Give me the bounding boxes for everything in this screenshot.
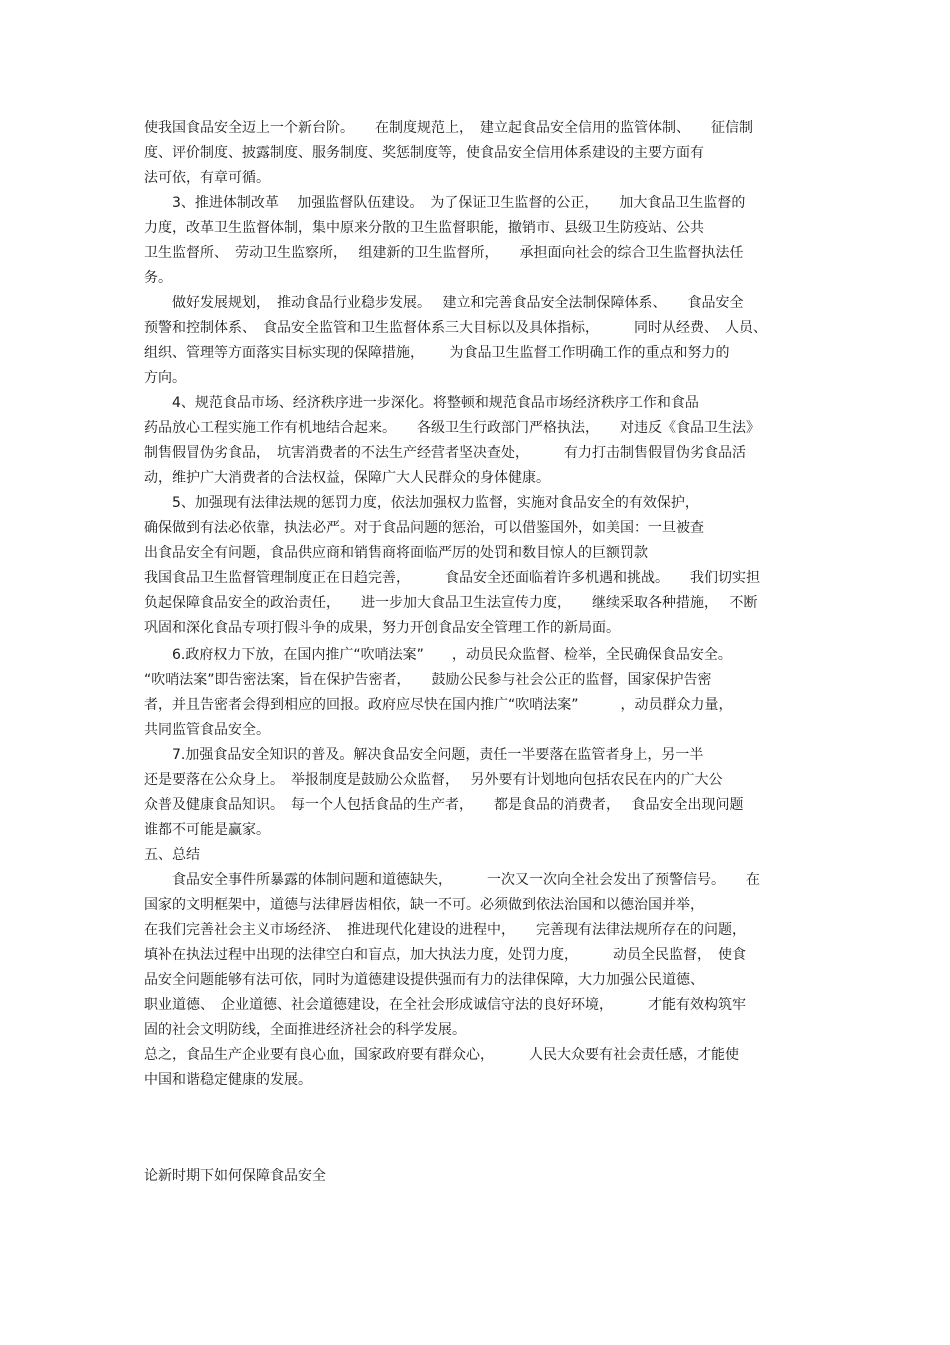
- text-line: 众普及健康食品知识。 每一个人包括食品的生产者， 都是食品的消费者， 食品安全出现问题: [144, 797, 744, 813]
- text-line: 确保做到有法必依靠，执法必严。对于食品问题的惩治，可以借鉴国外，如美国：一旦被查: [144, 520, 704, 536]
- text-line: 组织、管理等方面落实目标实现的保障措施， 为食品卫生监督工作明确工作的重点和努力的: [144, 345, 730, 361]
- text-line: 使我国食品安全迈上一个新台阶。 在制度规范上， 建立起食品安全信用的监管体制、 征信制: [144, 120, 753, 136]
- text-line: 品安全问题能够有法可依，同时为道德建设提供强而有力的法律保障，大力加强公民道德、: [144, 972, 704, 988]
- text-line: 4、规范食品市场、经济秩序进一步深化。将整顿和规范食品市场经济秩序工作和食品: [144, 395, 699, 411]
- text-line: 巩固和深化食品专项打假斗争的成果，努力开创食品安全管理工作的新局面。: [144, 620, 620, 636]
- text-line: 职业道德、 企业道德、社会道德建设，在全社会形成诚信守法的良好环境， 才能有效构筑牢: [144, 997, 746, 1013]
- text-line: 还是要落在公众身上。 举报制度是鼓励公众监督， 另外要有计划地向包括农民在内的广大公: [144, 772, 723, 788]
- text-line: 7.加强食品安全知识的普及。解决食品安全问题，责任一半要落在监管者身上，另一半: [144, 747, 704, 763]
- text-line: 3、推进体制改革 加强监督队伍建设。 为了保证卫生监督的公正， 加大食品卫生监督的: [144, 195, 746, 211]
- text-line: 固的社会文明防线，全面推进经济社会的科学发展。: [144, 1022, 466, 1038]
- text-line: 药品放心工程实施工作有机地结合起来。 各级卫生行政部门严格执法， 对违反《食品卫生法》: [144, 420, 760, 436]
- section-heading: 五、总结: [144, 847, 200, 863]
- text-line: 负起保障食品安全的政治责任， 进一步加大食品卫生法宣传力度， 继续采取各种措施， 不断: [144, 595, 758, 611]
- text-line: 在我们完善社会主义市场经济、 推进现代化建设的进程中， 完善现有法律法规所存在的问题，: [144, 922, 746, 938]
- text-line: 做好发展规划， 推动食品行业稳步发展。 建立和完善食品安全法制保障体系、 食品安全: [144, 295, 744, 311]
- text-line: 中国和谐稳定健康的发展。: [144, 1072, 312, 1088]
- text-line: 谁都不可能是赢家。: [144, 822, 270, 838]
- text-line: 度、评价制度、披露制度、服务制度、奖惩制度等，使食品安全信用体系建设的主要方面有: [144, 145, 704, 161]
- text-line: 食品安全事件所暴露的体制问题和道德缺失， 一次又一次向全社会发出了预警信号。 在: [144, 872, 760, 888]
- text-line: 务。: [144, 270, 172, 286]
- text-line: 我国食品卫生监督管理制度正在日趋完善， 食品安全还面临着许多机遇和挑战。 我们切实担: [144, 570, 760, 586]
- text-line: 出食品安全有问题，食品供应商和销售商将面临严厉的处罚和数目惊人的巨额罚款: [144, 545, 648, 561]
- text-line: 填补在执法过程中出现的法律空白和盲点，加大执法力度，处罚力度， 动员全民监督， 使食: [144, 947, 746, 963]
- text-line: 卫生监督所、 劳动卫生监察所， 组建新的卫生监督所， 承担面向社会的综合卫生监督执法任: [144, 245, 744, 261]
- text-line: 5、加强现有法律法规的惩罚力度，依法加强权力监督，实施对食品安全的有效保护，: [144, 495, 699, 511]
- text-line: 总之，食品生产企业要有良心血，国家政府要有群众心， 人民大众要有社会责任感，才能使: [144, 1047, 739, 1063]
- text-line: 力度，改革卫生监督体制，集中原来分散的卫生监督职能，撤销市、县级卫生防疫站、公共: [144, 220, 704, 236]
- text-line: 6.政府权力下放，在国内推广“吹哨法案” ，动员民众监督、检举，全民确保食品安全。: [144, 647, 732, 663]
- text-line: 者，并且告密者会得到相应的回报。政府应尽快在国内推广“吹哨法案” ，动员群众力量，: [144, 697, 733, 713]
- text-line: 国家的文明框架中，道德与法律唇齿相依，缺一不可。必须做到依法治国和以德治国并举，: [144, 897, 704, 913]
- text-line: 共同监管食品安全。: [144, 722, 270, 738]
- text-line: 法可依，有章可循。: [144, 170, 270, 186]
- text-line: 动，维护广大消费者的合法权益，保障广大人民群众的身体健康。: [144, 470, 550, 486]
- text-line: “吹哨法案”即告密法案，旨在保护告密者， 鼓励公民参与社会公正的监督，国家保护告密: [144, 672, 712, 688]
- text-line: 方向。: [144, 370, 186, 386]
- text-line: 预警和控制体系、 食品安全监管和卫生监督体系三大目标以及具体指标， 同时从经费、 人员、: [144, 320, 767, 336]
- text-line: 制售假冒伪劣食品， 坑害消费者的不法生产经营者坚决查处， 有力打击制售假冒伪劣食品活: [144, 445, 746, 461]
- document-title: 论新时期下如何保障食品安全: [144, 1168, 326, 1184]
